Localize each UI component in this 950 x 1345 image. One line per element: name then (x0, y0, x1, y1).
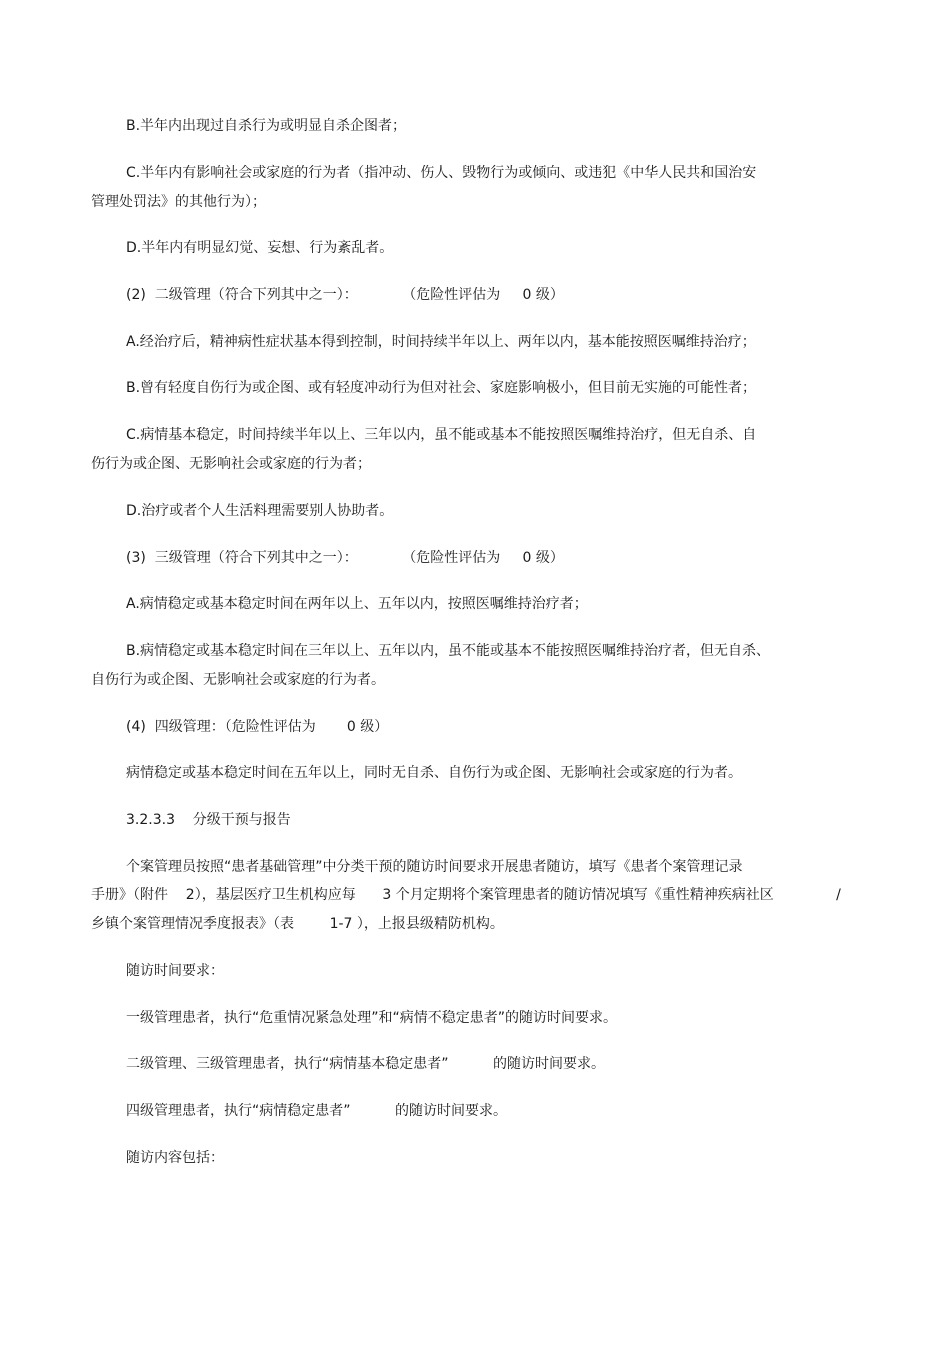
paragraph-line: B.曾有轻度自伤行为或企图、或有轻度冲动行为但对社会、家庭影响极小，但目前无实施的可能性者； (126, 380, 757, 396)
paragraph-line: 病情稳定或基本稳定时间在五年以上，同时无自杀、自伤行为或企图、无影响社会或家庭的行为者。 (126, 765, 742, 781)
paragraph-line: 手册》（附件 2），基层医疗卫生机构应每 3 个月定期将个案管理患者的随访情况填写《重性精神疾病社区 / (91, 887, 841, 903)
paragraph-line: 二级管理、三级管理患者，执行“病情基本稳定患者” 的随访时间要求。 (126, 1056, 606, 1072)
paragraph-line: B.半年内出现过自杀行为或明显自杀企图者； (126, 118, 407, 134)
paragraph-line: 一级管理患者，执行“危重情况紧急处理”和“病情不稳定患者”的随访时间要求。 (126, 1010, 618, 1026)
paragraph-line: 四级管理患者，执行“病情稳定患者” 的随访时间要求。 (126, 1103, 508, 1119)
paragraph-line: A.病情稳定或基本稳定时间在两年以上、五年以内，按照医嘱维持治疗者； (126, 596, 588, 612)
paragraph-line: C.病情基本稳定，时间持续半年以上、三年以内，虽不能或基本不能按照医嘱维持治疗，但无自杀、自 (126, 427, 757, 443)
paragraph-line: B.病情稳定或基本稳定时间在三年以上、五年以内，虽不能或基本不能按照医嘱维持治疗者，但无自杀、 (126, 643, 771, 659)
paragraph-line: 乡镇个案管理情况季度报表》（表 1-7 ），上报县级精防机构。 (91, 916, 504, 932)
paragraph-line: 伤行为或企图、无影响社会或家庭的行为者； (91, 456, 371, 472)
section-heading: (3) 三级管理（符合下列其中之一）： （危险性评估为 0 级） (126, 550, 564, 566)
paragraph-line: D.治疗或者个人生活料理需要别人协助者。 (126, 503, 394, 519)
paragraph-line: 个案管理员按照“患者基础管理”中分类干预的随访时间要求开展患者随访，填写《患者个案管理记录 (126, 859, 743, 875)
paragraph-line: A.经治疗后，精神病性症状基本得到控制，时间持续半年以上、两年以内，基本能按照医嘱维持治疗； (126, 334, 756, 350)
paragraph-line: 管理处罚法》的其他行为）； (91, 194, 266, 210)
paragraph-line: D.半年内有明显幻觉、妄想、行为紊乱者。 (126, 240, 394, 256)
paragraph-line: 随访时间要求： (126, 963, 224, 979)
paragraph-line: 随访内容包括： (126, 1150, 224, 1166)
paragraph-line: C.半年内有影响社会或家庭的行为者（指冲动、伤人、毁物行为或倾向、或违犯《中华人民共和国治安 (126, 165, 757, 181)
section-heading: (4) 四级管理：（危险性评估为 0 级） (126, 719, 389, 735)
section-heading: 3.2.3.3 分级干预与报告 (126, 812, 291, 828)
section-heading: (2) 二级管理（符合下列其中之一）： （危险性评估为 0 级） (126, 287, 564, 303)
paragraph-line: 自伤行为或企图、无影响社会或家庭的行为者。 (91, 672, 385, 688)
